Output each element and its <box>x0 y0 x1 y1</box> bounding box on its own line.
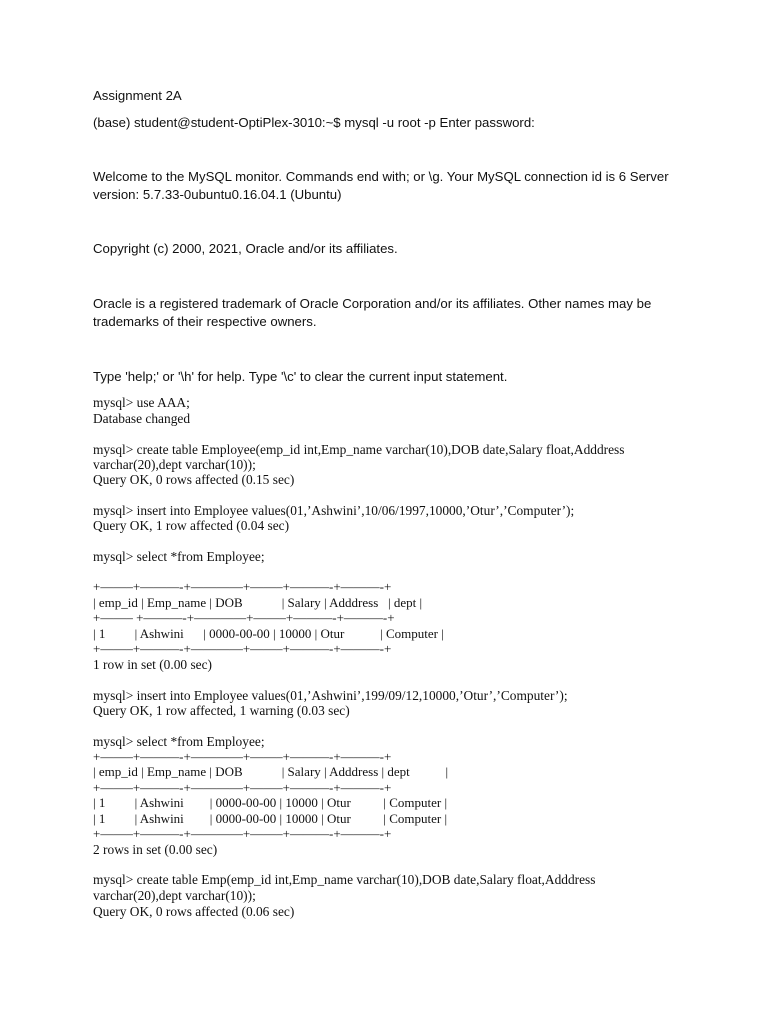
select-result-2: 2 rows in set (0.00 sec) <box>93 842 218 857</box>
create-employee-result: Query OK, 0 rows affected (0.15 sec) <box>93 472 295 487</box>
insert-result-1: Query OK, 1 row affected (0.04 sec) <box>93 518 290 533</box>
trademark-text-line-1: Oracle is a registered trademark of Oracle Corporation and/or its affiliates. Other names may be <box>93 296 652 311</box>
copyright-text: Copyright (c) 2000, 2021, Oracle and/or its affiliates. <box>93 241 398 256</box>
assignment-title: Assignment 2A <box>93 88 182 103</box>
insert-result-2: Query OK, 1 row affected, 1 warning (0.03 sec) <box>93 703 350 718</box>
table2-header-row: | emp_id | Emp_name | DOB | Salary | Adddress | dept | <box>93 764 449 779</box>
select-command-2: mysql> select *from Employee; <box>93 734 265 749</box>
create-employee-command-line-1: mysql> create table Employee(emp_id int,Emp_name varchar(10),DOB date,Salary float,Adddress <box>93 442 625 457</box>
welcome-text-line-2: version: 5.7.33-0ubuntu0.16.04.1 (Ubuntu) <box>93 187 342 202</box>
table1-border-top: +——–+———-+————+——–+———-+———-+ <box>93 579 392 594</box>
table2-border-mid: +——–+———-+————+——–+———-+———-+ <box>93 780 392 795</box>
use-database-command: mysql> use AAA; <box>93 395 190 410</box>
create-emp-command-line-1: mysql> create table Emp(emp_id int,Emp_name varchar(10),DOB date,Salary float,Adddress <box>93 872 596 887</box>
table2-border-top: +——–+———-+————+——–+———-+———-+ <box>93 749 392 764</box>
create-emp-result: Query OK, 0 rows affected (0.06 sec) <box>93 904 295 919</box>
select-result-1: 1 row in set (0.00 sec) <box>93 657 212 672</box>
table2-data-row-2: | 1 | Ashwini | 0000-00-00 | 10000 | Otur | Computer | <box>93 811 448 826</box>
trademark-text-line-2: trademarks of their respective owners. <box>93 314 317 329</box>
use-database-result: Database changed <box>93 411 191 426</box>
table2-border-bottom: +——–+———-+————+——–+———-+———-+ <box>93 826 392 841</box>
table1-border-mid: +——– +———-+————+——–+———-+———-+ <box>93 610 395 625</box>
insert-command-1: mysql> insert into Employee values(01,’Ashwini’,10/06/1997,10000,’Otur’,’Computer’); <box>93 503 575 518</box>
welcome-text-line-1: Welcome to the MySQL monitor. Commands end with; or \g. Your MySQL connection id is 6 Server <box>93 169 669 184</box>
table1-header-row: | emp_id | Emp_name | DOB | Salary | Adddress | dept | <box>93 595 423 610</box>
login-command-line: (base) student@student-OptiPlex-3010:~$ mysql -u root -p Enter password: <box>93 115 535 130</box>
table2-data-row-1: | 1 | Ashwini | 0000-00-00 | 10000 | Otur | Computer | <box>93 795 448 810</box>
create-emp-command-line-2: varchar(20),dept varchar(10)); <box>93 888 256 903</box>
table1-border-bottom: +——–+———-+————+——–+———-+———-+ <box>93 641 392 656</box>
create-employee-command-line-2: varchar(20),dept varchar(10)); <box>93 457 256 472</box>
insert-command-2: mysql> insert into Employee values(01,’Ashwini’,199/09/12,10000,’Otur’,’Computer’); <box>93 688 568 703</box>
select-command-1: mysql> select *from Employee; <box>93 549 265 564</box>
help-text: Type 'help;' or '\h' for help. Type '\c' to clear the current input statement. <box>93 369 508 384</box>
table1-data-row: | 1 | Ashwini | 0000-00-00 | 10000 | Otur | Computer | <box>93 626 444 641</box>
